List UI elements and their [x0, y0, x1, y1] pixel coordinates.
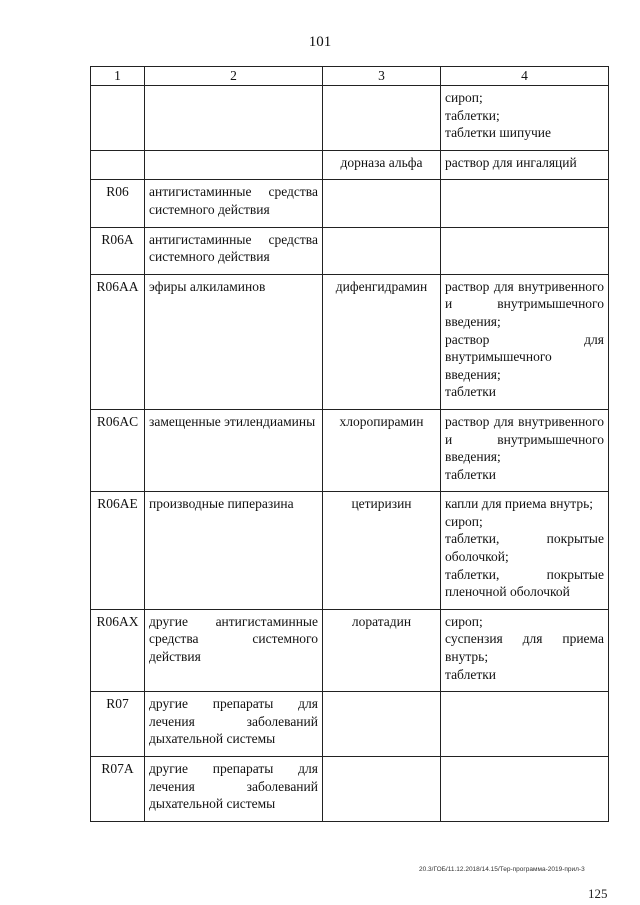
atc-code-cell: R06A	[91, 227, 145, 274]
header-cell-4: 4	[441, 67, 609, 86]
dosage-form-item: сироп;	[445, 90, 483, 105]
drug-name-cell	[323, 227, 441, 274]
anatomical-group-cell: замещенные этилендиамины	[145, 409, 323, 491]
anatomical-group-cell: производные пиперазина	[145, 492, 323, 610]
footer-page-number: 125	[588, 886, 608, 901]
dosage-forms-cell	[441, 492, 609, 610]
table-row	[91, 274, 609, 409]
atc-code-cell	[91, 86, 145, 151]
header-cell-1: 1	[91, 67, 145, 86]
dosage-forms-cell	[441, 609, 609, 691]
dosage-form-item: таблетки;	[445, 107, 500, 123]
header-cell-3: 3	[323, 67, 441, 86]
anatomical-group-cell	[145, 86, 323, 151]
anatomical-group-cell: антигистаминные средства системного действия	[145, 227, 323, 274]
atc-code-cell: R06AX	[91, 609, 145, 691]
dosage-form-item: раствор для внутривенного и внутримышечного введения;	[445, 413, 604, 465]
table-row	[91, 409, 609, 491]
atc-code-cell: R07A	[91, 757, 145, 822]
anatomical-group-cell: антигистаминные средства системного действия	[145, 180, 323, 227]
dosage-form-item: раствор для внутримышечного введения;	[445, 331, 604, 382]
dosage-form-item: таблетки, покрытые пленочной оболочкой	[445, 566, 604, 600]
anatomical-group-cell: другие препараты для лечения заболеваний дыхательной системы	[145, 757, 323, 822]
drug-name-cell: лоратадин	[323, 609, 441, 691]
dosage-form-item: сироп;	[445, 513, 483, 529]
table-row	[91, 492, 609, 610]
table-row	[91, 150, 609, 180]
dosage-form-item: таблетки шипучие	[445, 125, 551, 141]
page-number: 101	[308, 34, 332, 50]
drug-name-cell	[323, 180, 441, 227]
drug-name-cell	[323, 86, 441, 151]
dosage-form-item: сироп;	[445, 613, 483, 629]
drug-name-cell: дорназа альфа	[323, 150, 441, 180]
drug-name-cell: хлоропирамин	[323, 409, 441, 491]
dosage-forms-cell	[441, 757, 609, 822]
atc-code-cell	[91, 150, 145, 180]
dosage-forms-cell	[441, 227, 609, 274]
drug-name-cell	[323, 757, 441, 822]
table-row	[91, 227, 609, 274]
dosage-forms-cell	[441, 409, 609, 491]
anatomical-group-cell	[145, 150, 323, 180]
dosage-forms-cell	[441, 150, 609, 180]
drug-name-cell: дифенгидрамин	[323, 274, 441, 409]
anatomical-group-cell: эфиры алкиламинов	[145, 274, 323, 409]
table-row	[91, 180, 609, 227]
dosage-forms-cell	[441, 692, 609, 757]
footer-reference: 20.3/ГОБ/11.12.2018/14.15/Тер-программа-2019-прил-3	[419, 866, 585, 873]
drug-name-cell: цетиризин	[323, 492, 441, 610]
atc-code-cell: R06AE	[91, 492, 145, 610]
dosage-forms-cell	[441, 180, 609, 227]
dosage-forms-cell	[441, 86, 609, 151]
dosage-form-item: таблетки	[445, 666, 497, 682]
dosage-form-item: таблетки, покрытые оболочкой;	[445, 531, 604, 565]
table-row	[91, 757, 609, 822]
atc-code-cell: R06AC	[91, 409, 145, 491]
table-header-row	[91, 67, 609, 86]
drug-name-cell	[323, 692, 441, 757]
dosage-form-item: раствор для внутривенного и внутримышечного введения;	[445, 278, 604, 329]
table-row	[91, 692, 609, 757]
anatomical-group-cell: другие антигистаминные средства системного действия	[145, 609, 323, 691]
dosage-form-item: таблетки	[445, 466, 497, 482]
dosage-form-item: суспензия для приема внутрь;	[445, 631, 604, 665]
atc-code-cell: R06AA	[91, 274, 145, 409]
atc-code-cell: R07	[91, 692, 145, 757]
anatomical-group-cell: другие препараты для лечения заболеваний дыхательной системы	[145, 692, 323, 757]
table-row	[91, 86, 609, 151]
dosage-form-item: капли для приема внутрь;	[445, 496, 593, 512]
atc-code-cell: R06	[91, 180, 145, 227]
header-cell-2: 2	[145, 67, 323, 86]
dosage-form-item: таблетки	[445, 384, 497, 400]
medicines-table	[90, 66, 609, 822]
table-row	[91, 609, 609, 691]
dosage-forms-cell	[441, 274, 609, 409]
dosage-form-item: раствор для ингаляций	[445, 154, 577, 170]
